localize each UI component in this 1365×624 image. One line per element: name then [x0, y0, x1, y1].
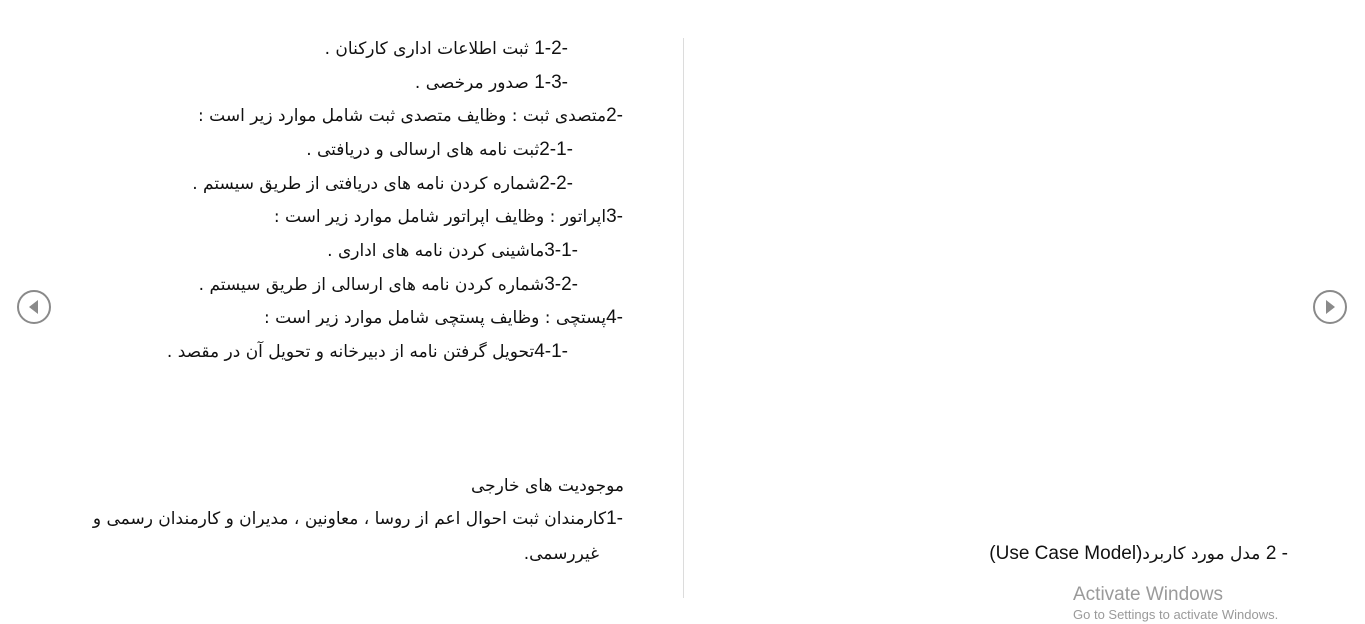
right-page: [684, 0, 1365, 619]
list-item: 3-اپراتور : وظایف اپراتور شامل موارد زیر است :: [273, 206, 623, 227]
list-item: 2-2-شماره کردن نامه های دریافتی از طریق سیستم .: [192, 173, 573, 194]
next-page-button[interactable]: [1313, 290, 1347, 324]
list-item: 1-کارمندان ثبت احوال اعم از روسا ، معاونین ، مدیران و کارمندان رسمی و: [92, 508, 623, 529]
list-item: 3-2-شماره کردن نامه های ارسالی از طریق سیستم .: [198, 274, 578, 295]
list-item: 3-1-ماشینی کردن نامه های اداری .: [327, 240, 578, 261]
section-heading: 2 - مدل مورد کاربرد(Use Case Model): [989, 543, 1288, 564]
list-item: 4-1-تحویل گرفتن نامه از دبیرخانه و تحویل آن در مقصد .: [166, 341, 568, 362]
watermark-title: Activate Windows: [1073, 584, 1223, 605]
left-page: [0, 0, 683, 619]
list-item: 2-متصدی ثبت : وظایف متصدی ثبت شامل موارد زیر است :: [198, 105, 623, 126]
activate-windows-watermark: [1073, 583, 1278, 624]
arrow-left-icon: [19, 292, 49, 322]
list-item: 1-3- صدور مرخصی .: [414, 72, 568, 93]
section-heading: موجودیت های خارجی: [470, 476, 624, 496]
list-item: 1-2- ثبت اطلاعات اداری کارکنان .: [324, 38, 568, 59]
list-item-continuation: غیررسمی.: [523, 544, 599, 564]
list-item: 4-پستچی : وظایف پستچی شامل موارد زیر است :: [264, 307, 623, 328]
previous-page-button[interactable]: [17, 290, 51, 324]
watermark-subtitle: Go to Settings to activate Windows.: [1073, 607, 1279, 622]
list-item: 2-1-ثبت نامه های ارسالی و دریافتی .: [306, 139, 573, 160]
arrow-right-icon: [1315, 292, 1345, 322]
